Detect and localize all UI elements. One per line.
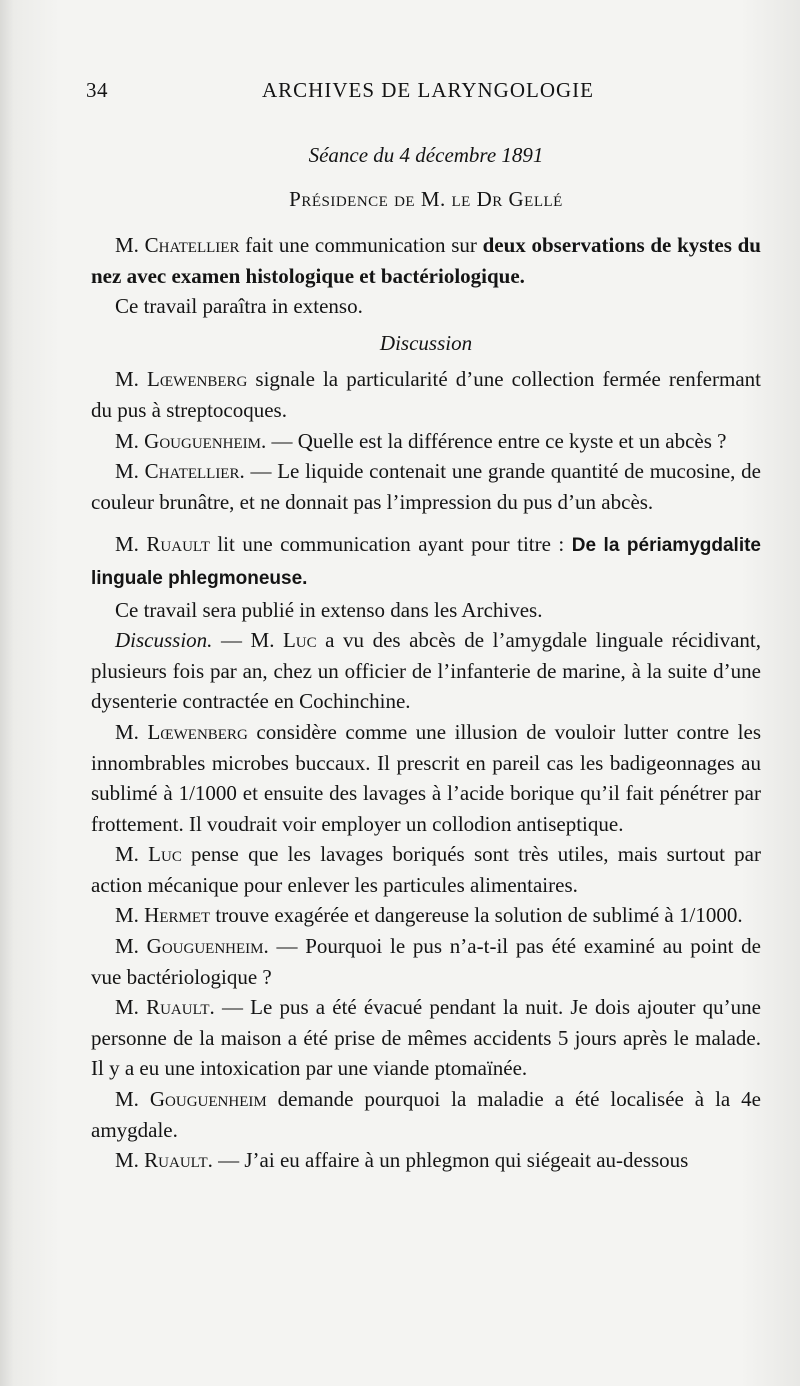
communication-title: deux observations de kystes du nez avec examen histologique et bactériologique.: [91, 233, 761, 288]
speaker-name: M. Lœwenberg: [115, 367, 248, 392]
paragraph-text: pense que les lavages boriqués sont très utiles, mais surtout par action mécanique pour enlever les particules alimentaires.: [91, 842, 762, 897]
dash: —: [212, 628, 251, 653]
paragraph: [91, 426, 761, 457]
paragraph: [91, 992, 761, 1084]
speaker-name: M. Luc: [115, 842, 182, 867]
paragraph: [91, 717, 761, 839]
speaker-name: M. Gouguenheim.: [115, 428, 267, 453]
speaker-name: M. Ruault: [115, 532, 210, 557]
paragraph-text: — Le liquide contenait une grande quantité de mucosine, de couleur brunâtre, et ne donnait pas l’impression du pus d’un abcès.: [91, 459, 761, 514]
paragraph-text: demande pourquoi la maladie a été localisée à la 4e amygdale.: [91, 1087, 761, 1142]
session-title: Séance du 4 décembre 1891: [308, 143, 544, 167]
presidency-line: Présidence de M. le Dr Gellé: [289, 187, 563, 211]
paragraph-text: lit une communication ayant pour titre :: [209, 532, 572, 557]
paragraph: [91, 529, 761, 594]
paragraph-text: trouve exagérée et dangereuse la solution de sublimé à 1/1000.: [210, 903, 743, 928]
paragraph-text: fait une communication sur: [239, 233, 483, 257]
discussion-label: Discussion.: [115, 628, 213, 653]
speaker-name: M. Ruault.: [115, 1148, 213, 1173]
paragraph: [91, 931, 761, 992]
speaker-name: M. Chatellier.: [115, 459, 245, 484]
paragraph: [91, 230, 761, 291]
speaker-name: M. Chatellier: [115, 233, 240, 257]
speaker-name: M. Luc: [250, 628, 317, 653]
page-number: 34: [86, 78, 108, 102]
paragraph: Ce travail sera publié in extenso dans les Archives.: [115, 597, 543, 622]
paragraph: [91, 625, 761, 717]
running-title: ARCHIVES DE LARYNGOLOGIE: [262, 78, 594, 102]
paragraph-text: — Le pus a été évacué pendant la nuit. Je dois ajouter qu’une personne de la maison a été prise de mêmes accidents 5 jours après le malade. Il y a eu une intoxication par une viande ptomaïnée.: [91, 995, 761, 1081]
paragraph: [91, 1145, 761, 1176]
paragraph: Ce travail paraîtra in extenso.: [115, 294, 363, 319]
paragraph: [91, 456, 761, 517]
communication-title: De la périamygdalite linguale phlegmoneuse.: [91, 535, 761, 589]
paragraph-text: a vu des abcès de l’amygdale linguale récidivant, plusieurs fois par an, chez un officier de l’infanterie de marine, à la suite d’une dysenterie contractée en Cochinchine.: [91, 628, 761, 714]
speaker-name: M. Ruault.: [115, 995, 215, 1020]
speaker-name: M. Gouguenheim: [115, 1087, 267, 1112]
paragraph-text: considère comme une illusion de vouloir lutter contre les innombrables microbes buccaux. Il prescrit en pareil cas les badigeonnages au sublimé à 1/1000 et ensuite des lavages à l’acide borique qu’il fait pénétrer par frottement. Il voudrait voir employer un collodion antiseptique.: [91, 719, 762, 836]
paragraph-text: — Pourquoi le pus n’a-t-il pas été examiné au point de vue bactériologique ?: [91, 934, 761, 989]
paragraph: [91, 900, 761, 931]
paragraph-text: signale la particularité d’une collection fermée renfermant du pus à streptocoques.: [91, 367, 761, 422]
paragraph: [91, 839, 761, 900]
speaker-name: M. Hermet: [115, 903, 211, 928]
speaker-name: M. Lœwenberg: [115, 719, 248, 744]
paragraph: [91, 1084, 761, 1145]
speaker-name: M. Gouguenheim.: [115, 934, 269, 959]
discussion-heading: Discussion: [379, 330, 473, 355]
body-text: [91, 230, 761, 1176]
paragraph-text: — Quelle est la différence entre ce kyste et un abcès ?: [266, 428, 727, 453]
paragraph-text: — J’ai eu affaire à un phlegmon qui siégeait au-dessous: [212, 1148, 689, 1173]
paragraph: [91, 364, 761, 425]
